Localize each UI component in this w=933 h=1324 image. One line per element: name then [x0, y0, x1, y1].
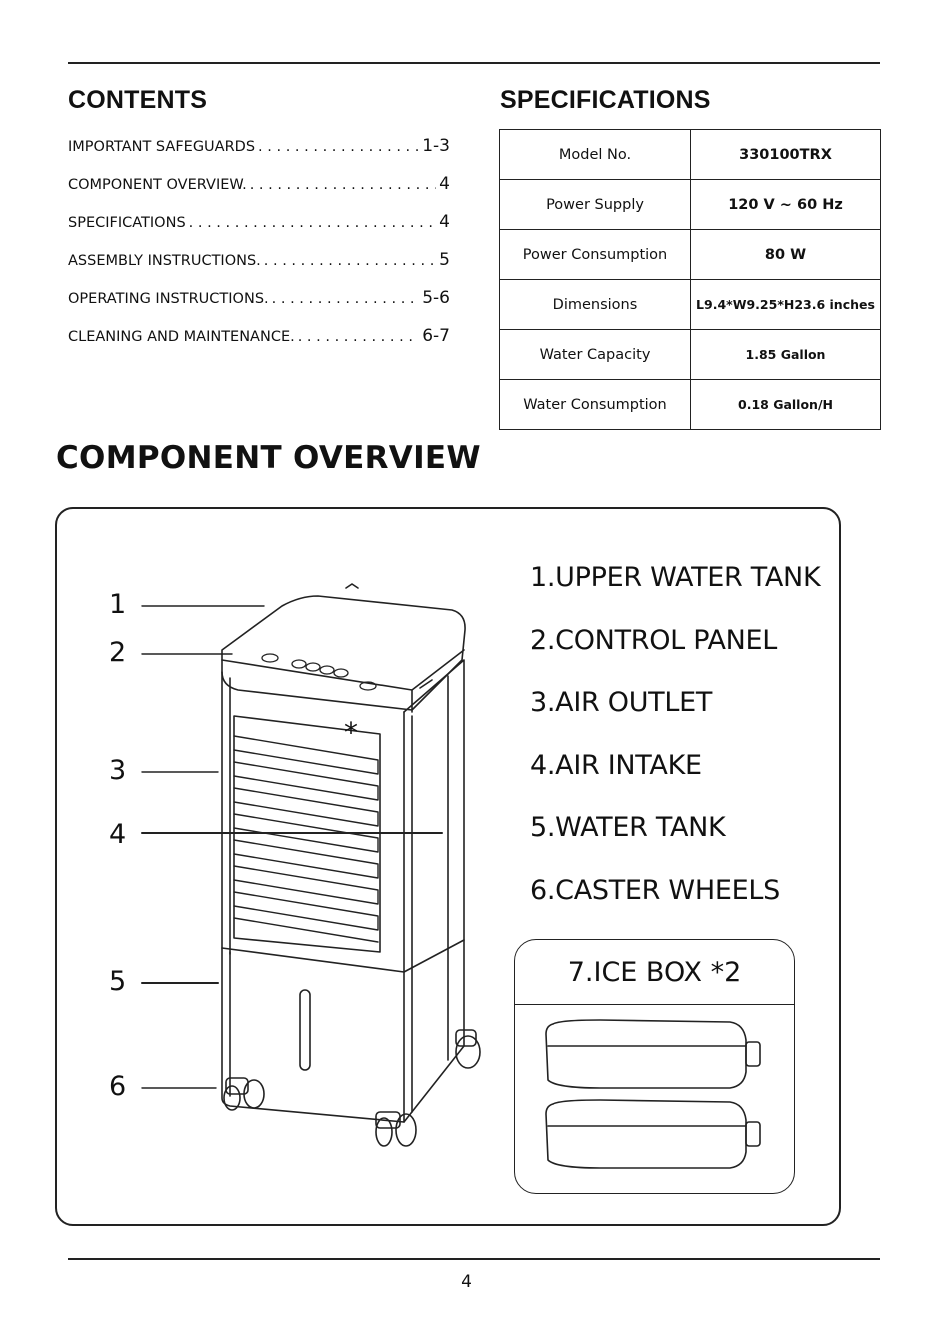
spec-key: Model No.	[500, 130, 691, 180]
callout-lines	[142, 606, 442, 1088]
callout-number: 5	[109, 966, 127, 997]
component-overview-heading: COMPONENT OVERVIEW	[56, 440, 481, 476]
spec-key: Dimensions	[500, 280, 691, 330]
spec-value: 0.18 Gallon/H	[691, 380, 881, 430]
specifications-heading: SPECIFICATIONS	[500, 86, 711, 114]
toc-item-page: 5-6	[422, 288, 450, 308]
part-label: 3.AIR OUTLET	[530, 687, 713, 718]
ice-box-label: 7.ICE BOX *2	[515, 940, 794, 1005]
toc-item-label: SPECIFICATIONS	[68, 215, 186, 231]
part-label: 1.UPPER WATER TANK	[530, 562, 821, 593]
toc-item-page: 6-7	[422, 326, 450, 346]
control-panel-buttons	[262, 654, 376, 690]
spec-value: 1.85 Gallon	[691, 330, 881, 380]
toc-item-label: CLEANING AND MAINTENANCE.	[68, 329, 295, 345]
callout-number: 6	[109, 1071, 127, 1102]
snowflake-icon: *	[344, 716, 358, 749]
toc-item-page: 5	[439, 250, 450, 270]
page-number: 4	[461, 1272, 472, 1292]
caster-wheels	[224, 1030, 480, 1146]
ice-box-panel	[514, 939, 795, 1194]
water-level-window	[300, 990, 310, 1070]
spec-value: 80 W	[691, 230, 881, 280]
callout-number: 1	[109, 589, 127, 620]
spec-key: Power Supply	[500, 180, 691, 230]
part-label: 6.CASTER WHEELS	[530, 874, 780, 906]
toc-item-page: 4	[439, 212, 450, 232]
toc-item-label: OPERATING INSTRUCTIONS.	[68, 291, 269, 307]
part-label: 4.AIR INTAKE	[530, 749, 702, 781]
spec-key: Power Consumption	[500, 230, 691, 280]
louvers	[234, 736, 378, 942]
callout-number: 2	[109, 637, 127, 668]
spec-key: Water Consumption	[500, 380, 691, 430]
spec-value: 120 V ~ 60 Hz	[691, 180, 881, 230]
toc-item-page: 1-3	[422, 136, 450, 156]
spec-key: Water Capacity	[500, 330, 691, 380]
toc-item-label: COMPONENT OVERVIEW.	[68, 177, 247, 193]
spec-value: 330100TRX	[691, 130, 881, 180]
toc-item-label: IMPORTANT SAFEGUARDS	[68, 139, 256, 155]
part-label: 2.CONTROL PANEL	[530, 624, 778, 656]
parts-list	[530, 562, 820, 937]
toc-item-page: 4	[439, 174, 450, 194]
callout-number: 4	[109, 819, 127, 850]
bottom-rule	[68, 1258, 880, 1260]
toc-item-label: ASSEMBLY INSTRUCTIONS.	[68, 253, 261, 269]
part-label: 5.WATER TANK	[530, 812, 726, 843]
spec-value: L9.4*W9.25*H23.6 inches	[691, 280, 881, 330]
contents-heading: CONTENTS	[68, 86, 208, 114]
callout-number: 3	[109, 755, 127, 786]
